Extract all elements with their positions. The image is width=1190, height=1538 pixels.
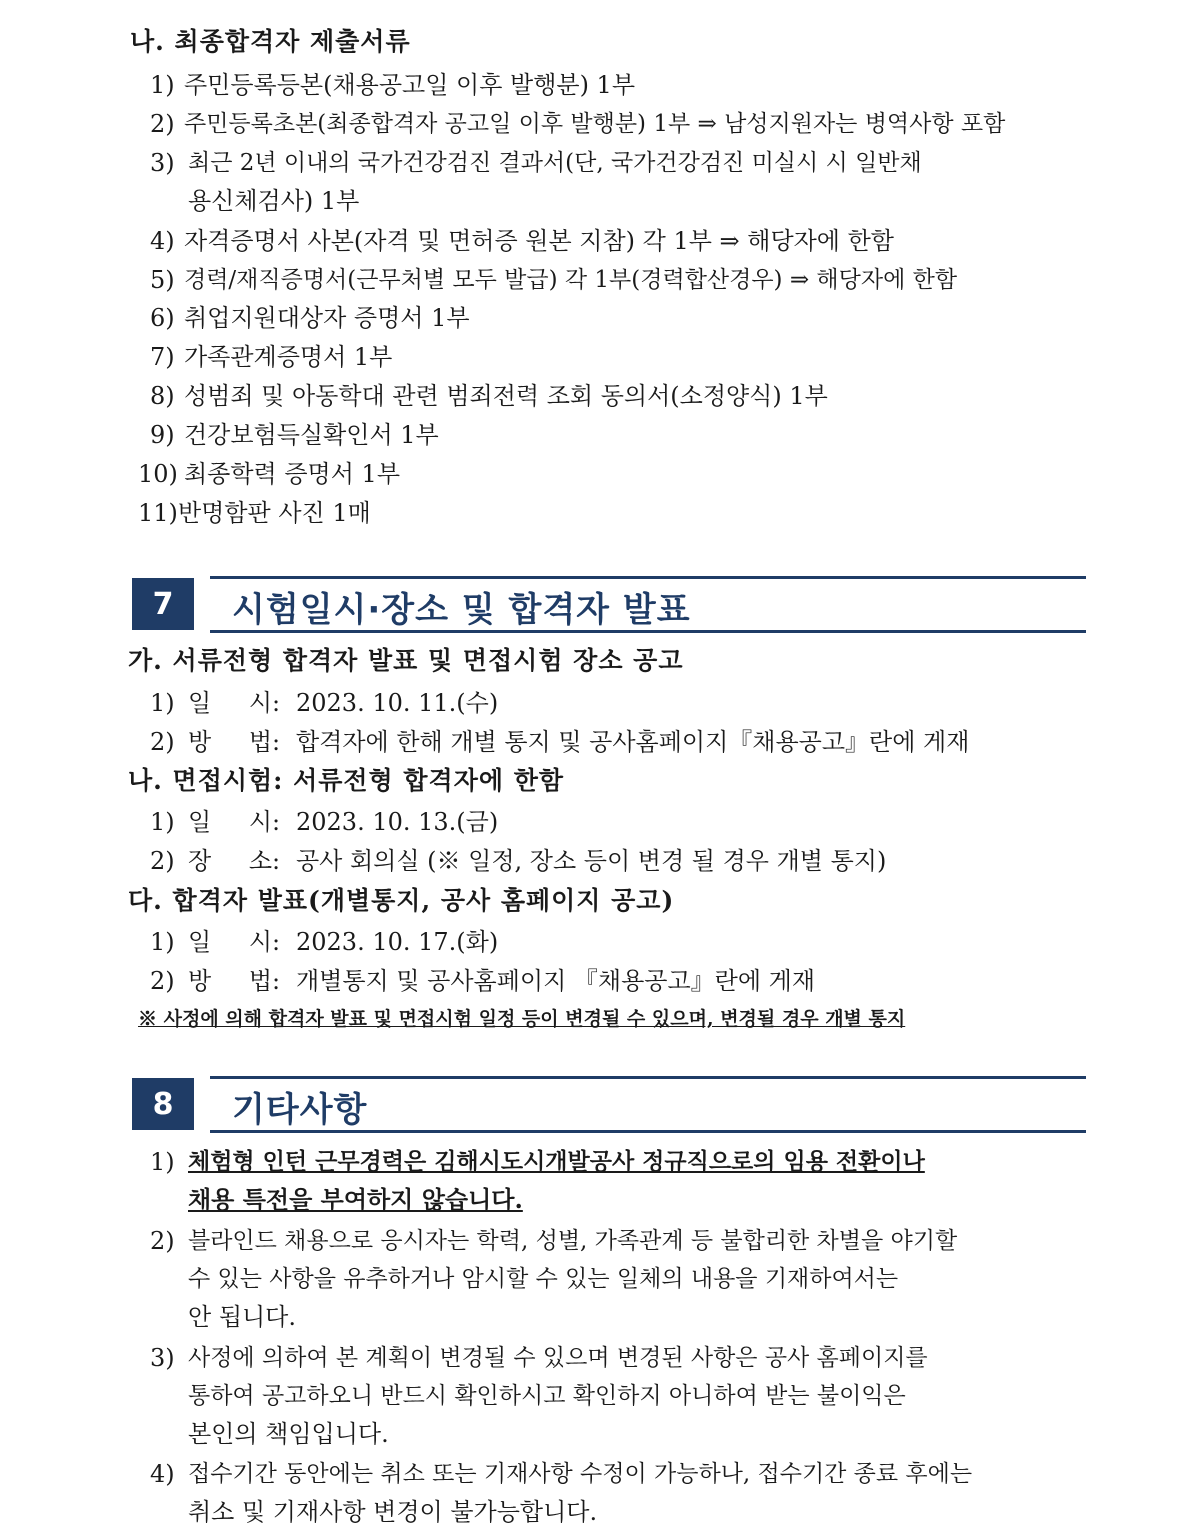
- list-item-number: 2): [150, 728, 175, 756]
- list-item-text: 성범죄 및 아동학대 관련 범죄전력 조회 동의서(소정양식) 1부: [184, 382, 828, 410]
- list-item-text: 접수기간 동안에는 취소 또는 기재사항 수정이 가능하나, 접수기간 종료 후에는: [188, 1461, 973, 1487]
- field-label: 장 소:: [188, 847, 281, 875]
- field-label: 방 법:: [188, 728, 281, 756]
- field-label: 일 시:: [188, 689, 281, 717]
- list-item-number: 2): [150, 110, 175, 138]
- list-item-text-continued: 안 됩니다.: [188, 1303, 296, 1331]
- list-item-text: 경력/재직증명서(근무처별 모두 발급) 각 1부(경력합산경우) ⇒ 해당자에 한함: [184, 267, 958, 293]
- field-label: 방 법:: [188, 967, 281, 995]
- list-item-text: 최근 2년 이내의 국가건강검진 결과서(단, 국가건강검진 미실시 시 일반채: [188, 150, 922, 176]
- list-item-text-continued: 통하여 공고하오니 반드시 확인하시고 확인하지 아니하여 받는 불이익은: [188, 1383, 906, 1409]
- list-item-text-continued: 수 있는 사항을 유추하거나 암시할 수 있는 일체의 내용을 기재하여서는: [188, 1266, 899, 1292]
- list-item-number: 5): [150, 266, 175, 294]
- list-item-text: 사정에 의하여 본 계획이 변경될 수 있으며 변경된 사항은 공사 홈페이지를: [188, 1345, 928, 1371]
- list-item-text: 블라인드 채용으로 응시자는 학력, 성별, 가족관계 등 불합리한 차별을 야기할: [188, 1228, 958, 1254]
- list-item-number: 1): [150, 1148, 175, 1176]
- list-item-text: 주민등록등본(채용공고일 이후 발행분) 1부: [184, 71, 636, 99]
- list-item-text-continued: 채용 특전을 부여하지 않습니다.: [188, 1185, 523, 1214]
- list-item-number: 2): [150, 1227, 175, 1255]
- section-7-top-rule: [210, 576, 1086, 579]
- field-value: 2023. 10. 17.(화): [296, 928, 499, 956]
- list-item-number: 1): [150, 928, 175, 956]
- subheading-final-announcement: 다. 합격자 발표(개별통지, 공사 홈페이지 공고): [128, 886, 675, 915]
- field-label: 일 시:: [188, 808, 281, 836]
- list-item-number: 6): [150, 304, 175, 332]
- subheading-interview: 나. 면접시험: 서류전형 합격자에 한함: [128, 766, 564, 795]
- list-item-text: 체험형 인턴 근무경력은 김해시도시개발공사 정규직으로의 임용 전환이나: [188, 1148, 925, 1175]
- list-item-number: 3): [150, 149, 175, 177]
- list-item-text: 최종학력 증명서 1부: [184, 460, 400, 488]
- list-item-number: 11): [138, 499, 178, 527]
- list-item-text-continued: 본인의 책임입니다.: [188, 1420, 389, 1448]
- list-item-text-continued: 용신체검사) 1부: [188, 187, 360, 215]
- section-8-top-rule: [210, 1076, 1086, 1079]
- list-item-number: 10): [138, 460, 178, 488]
- list-item-text: 건강보험득실확인서 1부: [184, 421, 439, 449]
- list-item-number: 4): [150, 227, 175, 255]
- section-8-bottom-rule: [210, 1130, 1086, 1133]
- section-7-number-badge: 7: [132, 578, 194, 630]
- list-item-text: 자격증명서 사본(자격 및 면허증 원본 지참) 각 1부 ⇒ 해당자에 한함: [184, 227, 894, 255]
- field-value: 2023. 10. 11.(수): [296, 689, 499, 717]
- section-7-title: 시험일시·장소 및 합격자 발표: [232, 590, 691, 630]
- subheading-document-screening: 가. 서류전형 합격자 발표 및 면접시험 장소 공고: [128, 646, 684, 675]
- field-value: 개별통지 및 공사홈페이지 『채용공고』란에 게재: [296, 967, 816, 995]
- list-item-text: 가족관계증명서 1부: [184, 343, 393, 371]
- list-item-number: 7): [150, 343, 175, 371]
- list-item-text: 주민등록초본(최종합격자 공고일 이후 발행분) 1부 ⇒ 남성지원자는 병역사항 포함: [184, 111, 1006, 137]
- list-item-text: 반명함판 사진 1매: [178, 499, 371, 527]
- section-heading-final-documents: 나. 최종합격자 제출서류: [130, 27, 411, 56]
- list-item-text: 취업지원대상자 증명서 1부: [184, 304, 470, 332]
- list-item-number: 1): [150, 71, 175, 99]
- list-item-number: 2): [150, 847, 175, 875]
- field-value: 공사 회의실 (※ 일정, 장소 등이 변경 될 경우 개별 통지): [296, 847, 887, 875]
- list-item-number: 1): [150, 689, 175, 717]
- section-7-bottom-rule: [210, 630, 1086, 633]
- section-8-number-badge: 8: [132, 1078, 194, 1130]
- list-item-number: 3): [150, 1344, 175, 1372]
- field-value: 합격자에 한해 개별 통지 및 공사홈페이지『채용공고』란에 게재: [296, 728, 970, 756]
- schedule-change-notice: ※ 사정에 의해 합격자 발표 및 면접시험 일정 등이 변경될 수 있으며, 변경될 경우 개별 통지: [138, 1008, 906, 1030]
- list-item-number: 2): [150, 967, 175, 995]
- list-item-text-continued: 취소 및 기재사항 변경이 불가능합니다.: [188, 1498, 598, 1526]
- list-item-number: 1): [150, 808, 175, 836]
- field-value: 2023. 10. 13.(금): [296, 808, 499, 836]
- list-item-number: 9): [150, 421, 175, 449]
- section-8-title: 기타사항: [232, 1090, 368, 1130]
- list-item-number: 4): [150, 1460, 175, 1488]
- list-item-number: 8): [150, 382, 175, 410]
- field-label: 일 시:: [188, 928, 281, 956]
